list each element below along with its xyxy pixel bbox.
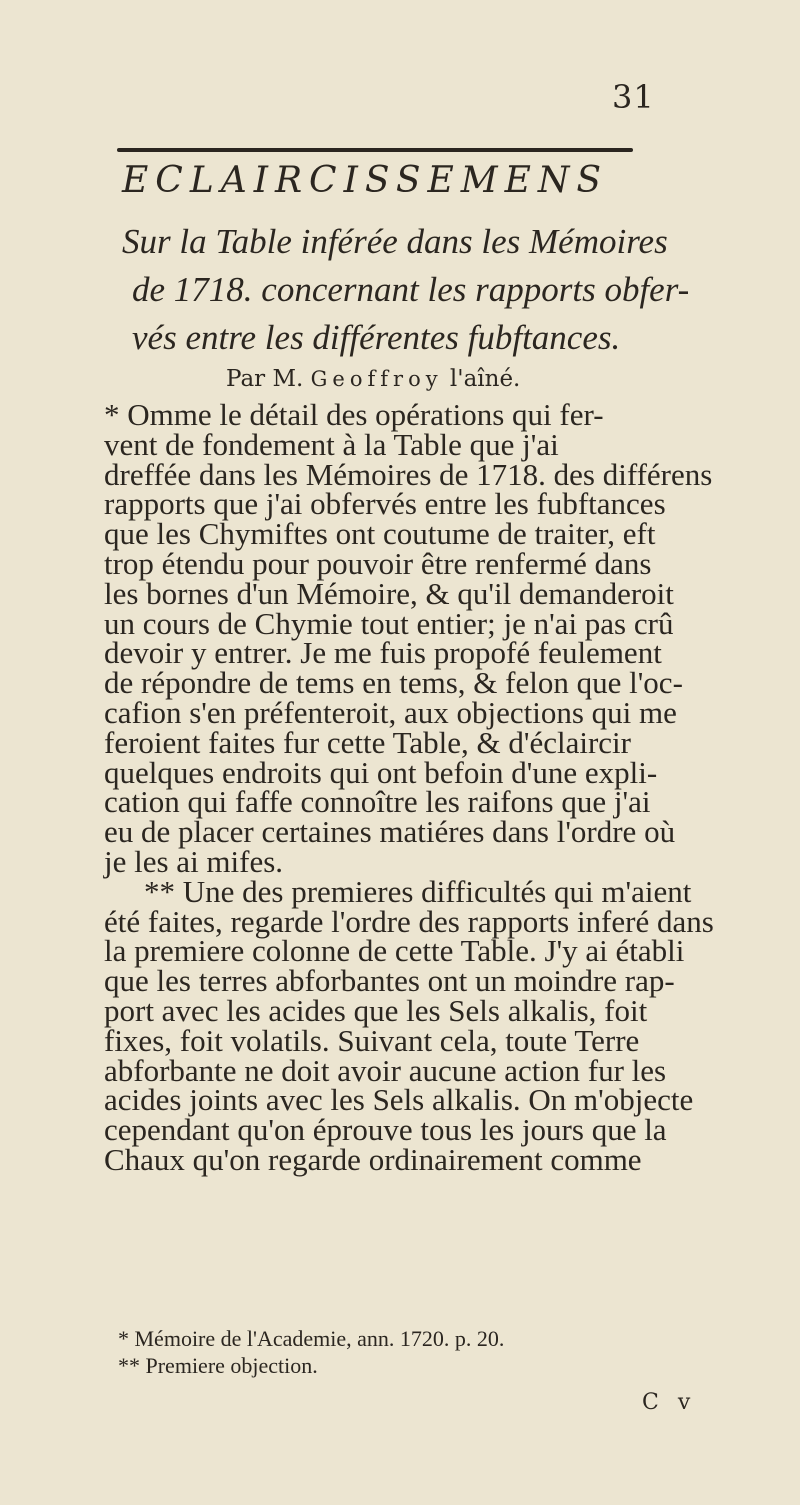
body-line: la premiere colonne de cette Table. J'y ai établi	[104, 933, 685, 969]
author-name: Geoffroy	[310, 367, 443, 391]
body-line: cation qui faffe connoître les raifons que j'ai	[104, 784, 651, 820]
body-line: trop étendu pour pouvoir être renfermé dans	[104, 545, 652, 581]
body-line: Chaux qu'on regarde ordinairement comme	[104, 1141, 642, 1177]
body-text	[104, 397, 784, 1177]
body-line: ** Une des premieres difficultés qui m'aient	[144, 873, 692, 909]
body-line: acides joints avec les Sels alkalis. On m'objecte	[104, 1082, 694, 1118]
body-line: abforbante ne doit avoir aucune action fur les	[104, 1052, 667, 1088]
subtitle-line: vés entre les différentes fubftances.	[132, 318, 621, 357]
header-rule	[117, 148, 633, 152]
body-line: rapports que j'ai obfervés entre les fubftances	[104, 486, 666, 522]
body-line: les bornes d'un Mémoire, & qu'il demanderoit	[104, 575, 674, 611]
body-line: que les terres abforbantes ont un moindre rap-	[104, 963, 675, 999]
footnote: ** Premiere objection.	[118, 1353, 318, 1378]
body-line: fixes, foit volatils. Suivant cela, toute Terre	[104, 1022, 640, 1058]
body-line: je les ai mifes.	[104, 843, 284, 879]
author-suffix: l'aîné.	[449, 366, 521, 392]
body-line: cafion s'en préfenteroit, aux objections qui me	[104, 694, 677, 730]
footnote: * Mémoire de l'Academie, ann. 1720. p. 20.	[118, 1326, 505, 1351]
author-line	[226, 366, 520, 392]
signature-mark: C v	[642, 1390, 697, 1415]
body-line: eu de placer certaines matiéres dans l'ordre où	[104, 814, 676, 850]
body-line: été faites, regarde l'ordre des rapports inferé dans	[104, 903, 714, 939]
subtitle-line: de 1718. concernant les rapports obfer-	[132, 270, 690, 309]
subtitle-line: Sur la Table inférée dans les Mémoires	[122, 222, 668, 261]
body-line: devoir y entrer. Je me fuis propofé feulement	[104, 635, 662, 671]
body-line: un cours de Chymie tout entier; je n'ai pas crû	[104, 605, 674, 641]
section-heading: ECLAIRCISSEMENS	[122, 160, 609, 201]
body-line: dreffée dans les Mémoires de 1718. des différens	[104, 456, 713, 492]
body-line: cependant qu'on éprouve tous les jours que la	[104, 1112, 667, 1148]
body-line: que les Chymiftes ont coutume de traiter, eft	[104, 516, 656, 552]
author-prefix: Par M.	[226, 366, 304, 392]
body-line: port avec les acides que les Sels alkalis, foit	[104, 992, 648, 1028]
body-line: feroient faites fur cette Table, & d'éclaircir	[104, 724, 631, 760]
body-line: quelques endroits qui ont befoin d'une expli-	[104, 754, 658, 790]
body-line: vent de fondement à la Table que j'ai	[104, 426, 559, 462]
body-line: * Omme le détail des opérations qui fer-	[104, 397, 604, 432]
subtitle	[122, 218, 782, 362]
body-line: de répondre de tems en tems, & felon que l'oc-	[104, 665, 683, 701]
page-number: 31	[612, 78, 655, 116]
footnotes	[118, 1325, 504, 1379]
